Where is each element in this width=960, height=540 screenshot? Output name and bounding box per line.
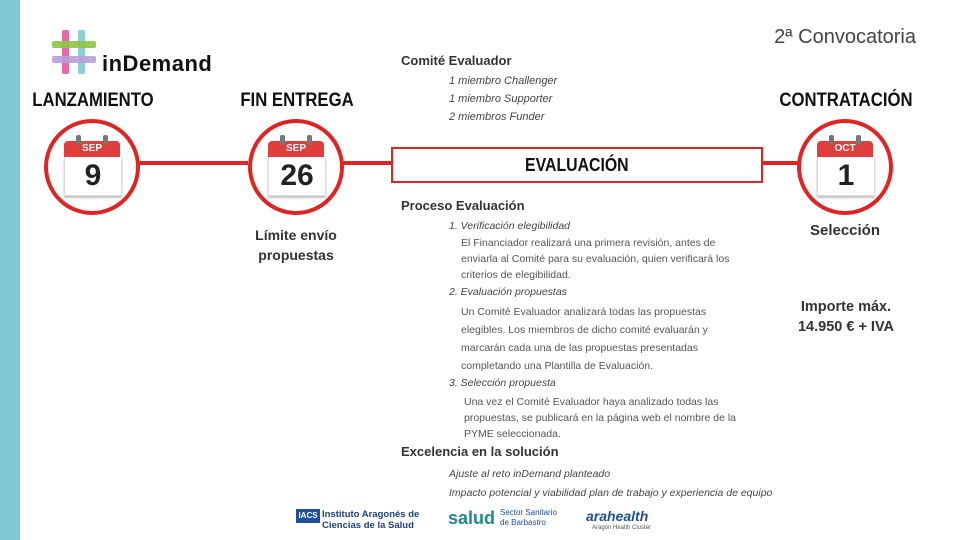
excelencia-title: Excelencia en la solución	[401, 444, 559, 459]
excelencia-item: Impacto potencial y viabilidad plan de trabajo y experiencia de equipo	[449, 487, 773, 499]
logo-text: inDemand	[102, 51, 213, 76]
calendar-icon	[817, 135, 873, 197]
hashtag-logo-icon	[52, 30, 96, 74]
iacs-name: Instituto Aragonés de Ciencias de la Salud	[322, 509, 420, 531]
evaluacion-box	[391, 147, 763, 183]
convocatoria-label: 2ª Convocatoria	[774, 26, 916, 48]
caption-limite-envio: Límite envío propuestas	[255, 227, 337, 263]
calendar-month: SEP	[268, 141, 324, 157]
evaluacion-label: EVALUACIÓN	[525, 155, 629, 175]
milestone-title-fin-entrega: FIN ENTREGA	[240, 90, 354, 111]
step-text: Una vez el Comité Evaluador haya analizado todas las propuestas, se publicará en la página web el nombre de la PYME seleccionada.	[464, 396, 737, 440]
salud-word: salud	[448, 508, 496, 528]
salud-sector: Sector Sanitario de Barbastro	[500, 508, 557, 527]
comite-item: 1 miembro Supporter	[449, 93, 553, 105]
milestone-title-contratacion: CONTRATACIÓN	[779, 90, 913, 111]
milestone-circle-contratacion	[797, 119, 893, 215]
calendar-month: SEP	[64, 141, 120, 157]
timeline-connector	[136, 161, 248, 165]
comite-evaluador-title: Comité Evaluador	[401, 53, 512, 68]
calendar-month: OCT	[817, 141, 873, 157]
step-text: El Financiador realizará una primera revisión, antes de enviarla al Comité para su evaluación, quien verificará los criterios de elegibilidad.	[461, 237, 730, 281]
calendar-icon	[64, 135, 120, 197]
milestone-title-lanzamiento: LANZAMIENTO	[32, 90, 154, 111]
milestone-circle-lanzamiento	[44, 119, 140, 215]
step-text: Un Comité Evaluador analizará todas las propuestas elegibles. Los miembros de dicho comité evaluarán y marcarán cada una de las propuestas presentadas completando una Plantilla de Evaluación.	[461, 306, 708, 372]
milestone-circle-fin-entrega	[248, 119, 344, 215]
proceso-evaluacion-title: Proceso Evaluación	[401, 198, 525, 213]
excelencia-item: Ajuste al reto inDemand planteado	[449, 468, 611, 480]
arahealth-word: arahealth	[586, 508, 649, 524]
step-title: 2. Evaluación propuestas	[449, 286, 567, 298]
calendar-day: 9	[64, 157, 122, 196]
iacs-abbr: IACS	[296, 509, 320, 523]
caption-importe: Importe máx. 14.950 € + IVA	[797, 299, 895, 335]
caption-seleccion: Selección	[809, 222, 881, 239]
comite-item: 2 miembros Funder	[449, 111, 545, 123]
step-title: 1. Verificación elegibilidad	[449, 220, 571, 232]
left-accent-bar	[0, 0, 20, 540]
calendar-icon	[268, 135, 324, 197]
arahealth-sub: Aragón Health Cluster	[592, 525, 652, 531]
indemand-logo	[52, 30, 222, 78]
timeline-connector	[759, 161, 799, 165]
calendar-day: 1	[817, 157, 875, 196]
timeline-connector	[341, 161, 393, 165]
calendar-day: 26	[268, 157, 326, 196]
comite-item: 1 miembro Challenger	[449, 75, 558, 87]
step-title: 3. Selección propuesta	[449, 377, 556, 389]
